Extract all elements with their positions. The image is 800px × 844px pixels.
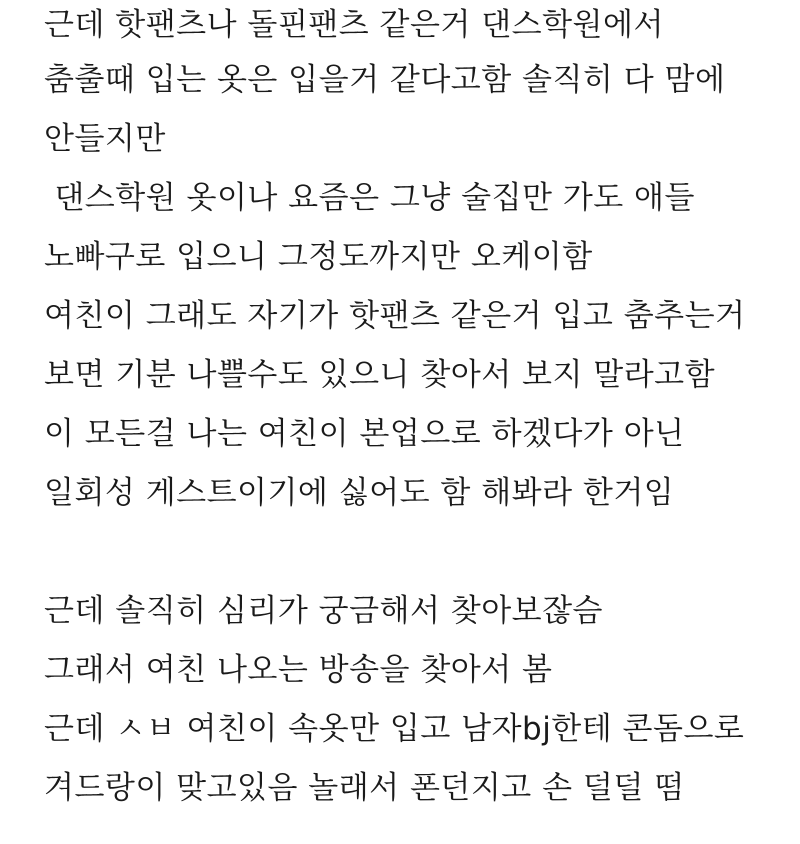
text-line: 보면 기분 나쁠수도 있으니 찾아서 보지 말라고함 [44, 357, 716, 393]
paragraph-gap [44, 523, 784, 582]
text-line: 근데 핫팬츠나 돌핀팬츠 같은거 댄스학원에서 [44, 7, 664, 43]
text-line: 근데 ㅅㅂ 여친이 속옷만 입고 남자bj한테 콘돔으로 [44, 711, 745, 747]
text-line: 춤출때 입는 옷은 입을거 같다고함 솔직히 다 맘에 [44, 62, 726, 98]
text-line: 일회성 게스트이기에 싫어도 함 해봐라 한거임 [44, 475, 675, 511]
text-line: 여친이 그래도 자기가 핫팬츠 같은거 입고 춤추는거 [44, 298, 746, 334]
post-body [44, 0, 784, 818]
text-line: 그래서 여친 나오는 방송을 찾아서 봄 [44, 652, 553, 688]
text-line: 댄스학원 옷이나 요즘은 그냥 술집만 가도 애들 [44, 180, 695, 216]
text-line: 겨드랑이 맞고있음 놀래서 폰던지고 손 덜덜 떰 [44, 770, 685, 806]
text-line: 이 모든걸 나는 여친이 본업으로 하겠다가 아닌 [44, 416, 685, 452]
text-line: 안들지만 [44, 121, 166, 157]
text-line: 노빠구로 입으니 그정도까지만 오케이함 [44, 239, 593, 275]
text-line: 근데 솔직히 심리가 궁금해서 찾아보잖슴 [44, 593, 603, 629]
